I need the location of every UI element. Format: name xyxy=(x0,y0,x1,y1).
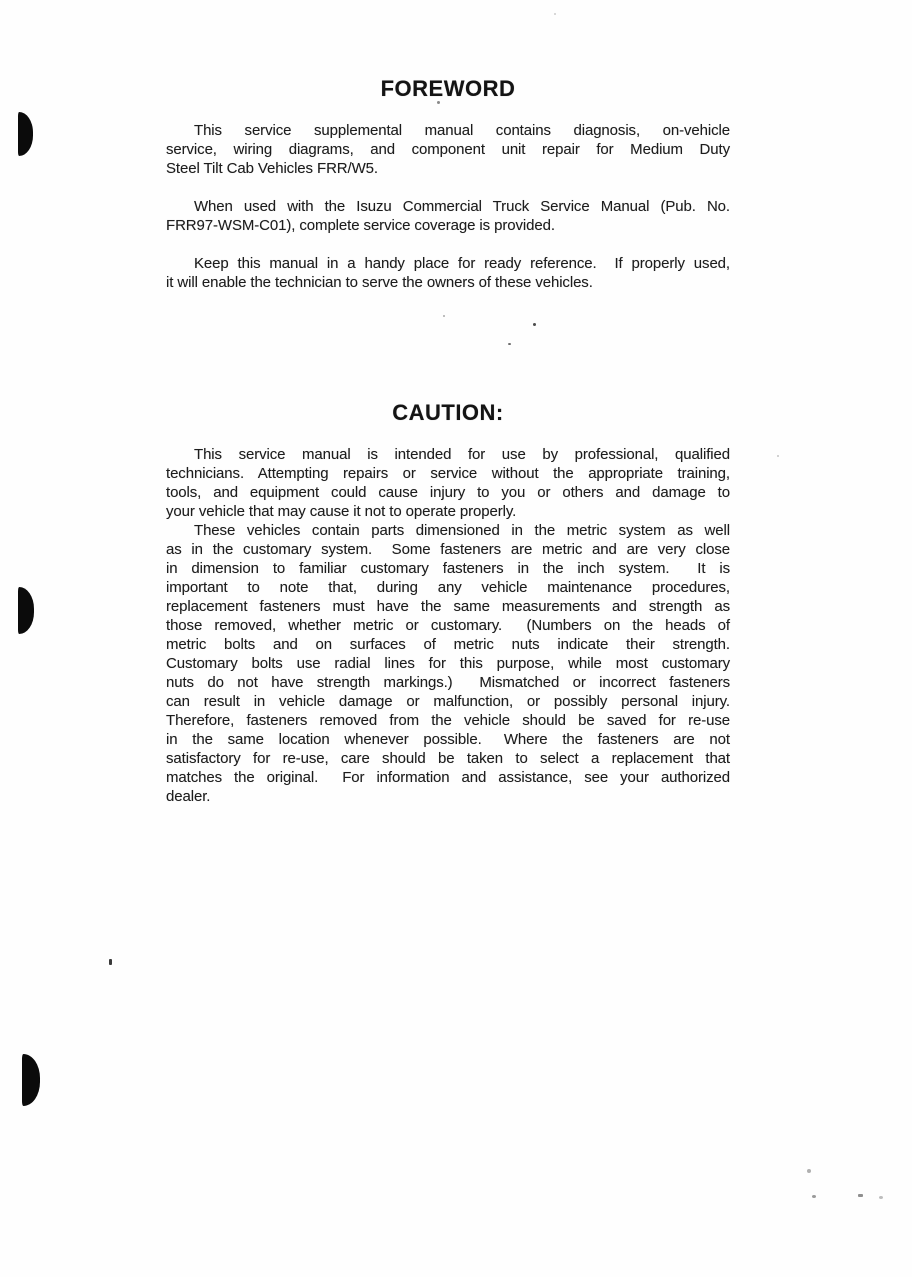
section-caution xyxy=(166,400,730,806)
scan-speck xyxy=(858,1194,863,1197)
paragraph xyxy=(166,521,730,806)
text-line: tools, and equipment could cause injury to you or others and damage to xyxy=(166,484,730,501)
text-line: nuts do not have strength markings.) Mismatched or incorrect fasteners xyxy=(166,674,730,691)
text-line: Customary bolts use radial lines for this purpose, while most customary xyxy=(166,655,730,672)
scan-speck xyxy=(533,323,536,326)
binder-hole-mark xyxy=(22,1054,40,1106)
text-line: in dimension to familiar customary fasteners in the inch system. It is xyxy=(166,560,730,577)
scan-speck xyxy=(879,1196,883,1199)
scan-speck xyxy=(437,101,440,104)
text-line: it will enable the technician to serve the owners of these vehicles. xyxy=(166,274,593,291)
text-line: technicians. Attempting repairs or service without the appropriate training, xyxy=(166,465,730,482)
text-line: those removed, whether metric or customary. (Numbers on the heads of xyxy=(166,617,730,634)
section-heading: FOREWORD xyxy=(380,76,516,101)
text-line: satisfactory for re-use, care should be taken to select a replacement that xyxy=(166,750,730,767)
text-line: can result in vehicle damage or malfunction, or possibly personal injury. xyxy=(166,693,730,710)
text-line: in the same location whenever possible. Where the fasteners are not xyxy=(166,731,730,748)
scan-speck xyxy=(807,1169,811,1173)
scan-speck xyxy=(109,959,112,965)
text-line: dealer. xyxy=(166,788,211,805)
text-line: as in the customary system. Some fasteners are metric and are very close xyxy=(166,541,730,558)
text-line: Keep this manual in a handy place for ready reference. If properly used, xyxy=(194,255,730,272)
section-heading: CAUTION: xyxy=(392,400,504,425)
text-line: These vehicles contain parts dimensioned in the metric system as well xyxy=(194,522,730,539)
text-line: important to note that, during any vehicle maintenance procedures, xyxy=(166,579,730,596)
section-foreword xyxy=(166,76,730,292)
text-line: This service supplemental manual contains diagnosis, on-vehicle xyxy=(194,122,730,139)
text-line: replacement fasteners must have the same measurements and strength as xyxy=(166,598,730,615)
text-line: your vehicle that may cause it not to operate properly. xyxy=(166,503,517,520)
text-line: This service manual is intended for use by professional, qualified xyxy=(194,446,730,463)
scan-speck xyxy=(777,455,779,457)
scan-speck xyxy=(508,343,511,345)
text-line: Steel Tilt Cab Vehicles FRR/W5. xyxy=(166,160,378,177)
binder-hole-mark xyxy=(18,587,34,634)
text-line: When used with the Isuzu Commercial Truck Service Manual (Pub. No. xyxy=(194,198,730,215)
text-line: matches the original. For information and assistance, see your authorized xyxy=(166,769,730,786)
scan-speck xyxy=(812,1195,816,1198)
scan-speck xyxy=(554,13,556,15)
paragraph xyxy=(166,254,730,292)
scan-speck xyxy=(443,315,445,317)
text-line: service, wiring diagrams, and component unit repair for Medium Duty xyxy=(166,141,730,158)
paragraph xyxy=(166,197,730,235)
text-line: metric bolts and on surfaces of metric nuts indicate their strength. xyxy=(166,636,730,653)
text-line: Therefore, fasteners removed from the vehicle should be saved for re-use xyxy=(166,712,730,729)
text-line: FRR97-WSM-C01), complete service coverage is provided. xyxy=(166,217,555,234)
paragraph xyxy=(166,121,730,178)
paragraph xyxy=(166,445,730,521)
document-body xyxy=(166,0,730,806)
binder-hole-mark xyxy=(18,112,33,156)
